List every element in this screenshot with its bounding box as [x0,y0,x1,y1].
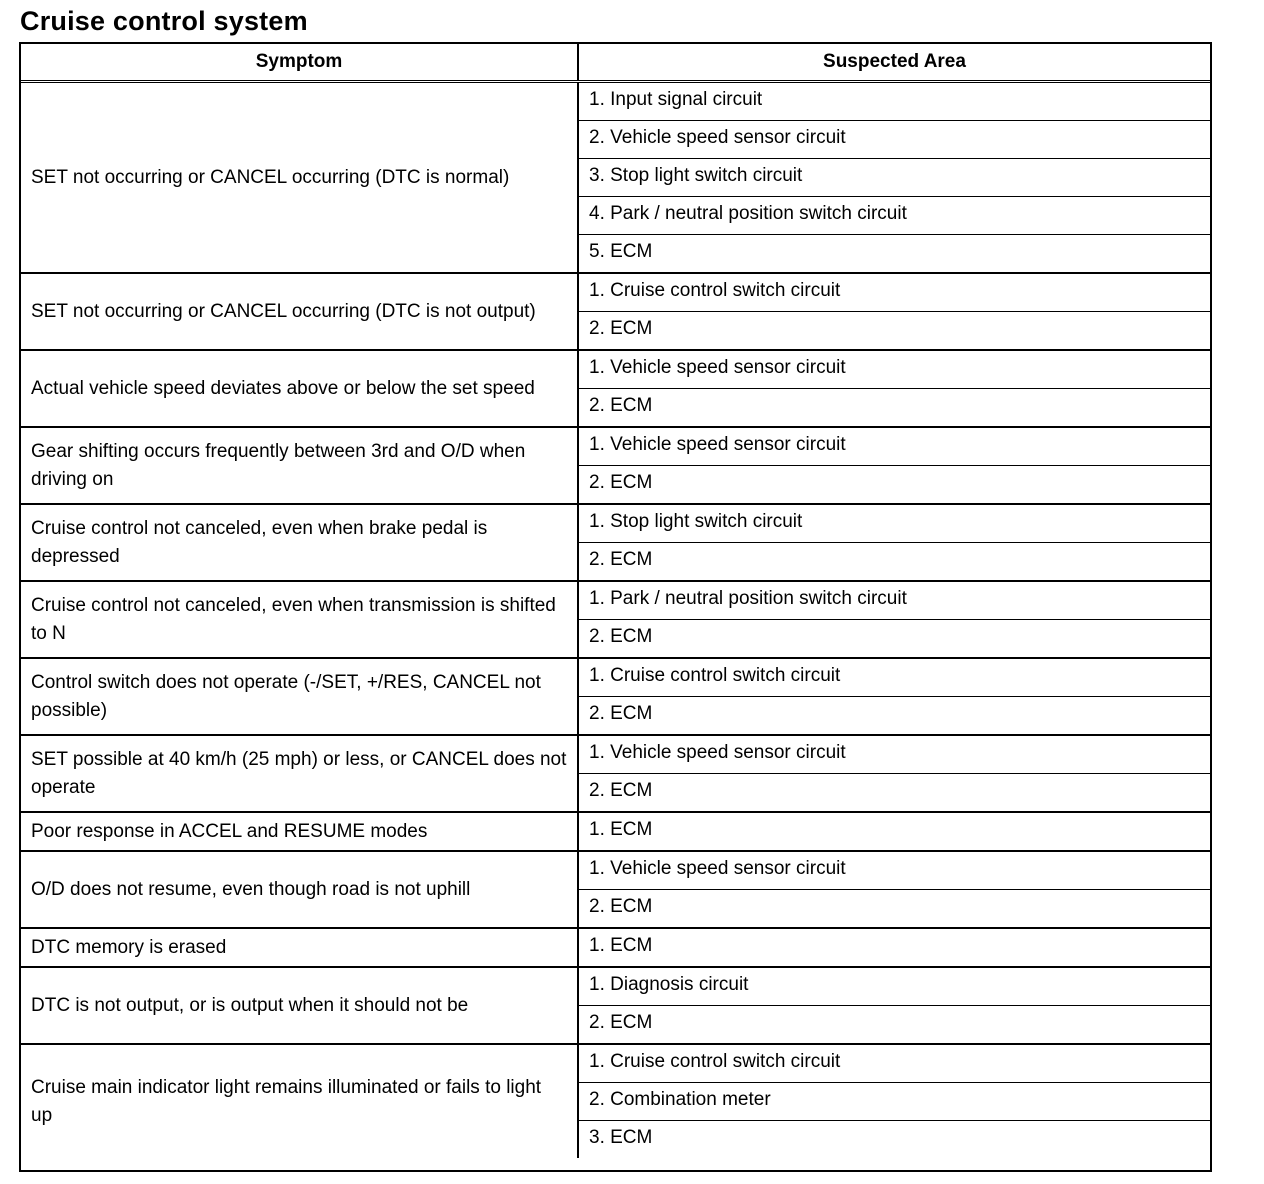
suspected-area-cell [578,504,1210,543]
suspected-area-text: 2. ECM [589,703,653,724]
suspected-area-text: 1. Cruise control switch circuit [589,665,841,686]
symptom-cell [21,967,578,1044]
table-row [21,82,1210,121]
symptom-cell [21,735,578,812]
symptom-cell [21,273,578,350]
troubleshooting-table [21,44,1210,1158]
suspected-area-cell [578,620,1210,659]
table-row [21,658,1210,697]
table-body [21,82,1210,1159]
suspected-area-cell [578,312,1210,351]
suspected-area-cell [578,851,1210,890]
table-row [21,504,1210,543]
suspected-area-cell [578,658,1210,697]
suspected-area-cell [578,890,1210,929]
suspected-area-cell [578,1006,1210,1045]
suspected-area-text: 2. ECM [589,896,653,917]
suspected-area-text: 3. Stop light switch circuit [589,165,803,186]
table-row [21,812,1210,851]
suspected-area-cell [578,774,1210,813]
suspected-area-cell [578,812,1210,851]
suspected-area-cell [578,197,1210,235]
suspected-area-text: 1. Stop light switch circuit [589,511,803,532]
suspected-area-cell [578,581,1210,620]
table-row [21,928,1210,967]
suspected-area-cell [578,273,1210,312]
suspected-area-cell [578,735,1210,774]
suspected-area-text: 2. ECM [589,549,653,570]
table-row [21,273,1210,312]
suspected-area-text: 1. ECM [589,819,653,840]
suspected-area-text: 4. Park / neutral position switch circuit [589,203,907,224]
table-row [21,851,1210,890]
symptom-cell [21,427,578,504]
symptom-text: DTC is not output, or is output when it should not be [31,994,469,1016]
suspected-area-cell [578,235,1210,274]
table-row [21,735,1210,774]
suspected-area-cell [578,159,1210,197]
table-row [21,1044,1210,1083]
suspected-area-text: 2. ECM [589,472,653,493]
suspected-area-cell [578,1121,1210,1159]
suspected-area-text: 1. Vehicle speed sensor circuit [589,434,846,455]
table-row [21,427,1210,466]
suspected-area-cell [578,1044,1210,1083]
symptom-cell [21,928,578,967]
symptom-text: Actual vehicle speed deviates above or below the set speed [31,377,535,399]
suspected-area-text: 1. Vehicle speed sensor circuit [589,858,846,879]
suspected-area-text: 1. Vehicle speed sensor circuit [589,742,846,763]
suspected-area-text: 2. ECM [589,318,653,339]
suspected-area-column-header: Suspected Area [578,44,1210,82]
suspected-area-text: 2. ECM [589,1012,653,1033]
suspected-area-text: 2. Vehicle speed sensor circuit [589,127,846,148]
symptom-text: Cruise control not canceled, even when brake pedal is depressed [31,517,488,567]
table-row [21,967,1210,1006]
symptom-text: Cruise control not canceled, even when transmission is shifted to N [31,594,556,644]
suspected-area-cell [578,389,1210,428]
symptom-cell [21,581,578,658]
suspected-area-cell [578,697,1210,736]
suspected-area-text: 1. Vehicle speed sensor circuit [589,357,846,378]
symptom-cell [21,812,578,851]
suspected-area-text: 3. ECM [589,1127,653,1148]
suspected-area-text: 2. ECM [589,395,653,416]
suspected-area-text: 1. Park / neutral position switch circuit [589,588,907,609]
suspected-area-cell [578,1083,1210,1121]
symptom-cell [21,851,578,928]
troubleshooting-table-frame [19,42,1212,1172]
suspected-area-text: 1. Cruise control switch circuit [589,280,841,301]
table-header-row [21,44,1210,82]
suspected-area-text: 5. ECM [589,241,653,262]
symptom-text: Cruise main indicator light remains illuminated or fails to light up [31,1076,542,1126]
suspected-area-cell [578,350,1210,389]
suspected-area-cell [578,466,1210,505]
suspected-area-cell [578,967,1210,1006]
symptom-cell [21,82,578,274]
symptom-text: Control switch does not operate (-/SET, +/RES, CANCEL not possible) [31,671,541,721]
symptom-cell [21,350,578,427]
table-row [21,350,1210,389]
suspected-area-cell [578,928,1210,967]
suspected-area-text: 2. ECM [589,780,653,801]
symptom-text: Poor response in ACCEL and RESUME modes [31,820,428,842]
suspected-area-text: 2. ECM [589,626,653,647]
suspected-area-cell [578,82,1210,121]
suspected-area-text: 1. Input signal circuit [589,89,763,110]
suspected-area-cell [578,121,1210,159]
symptom-text: Gear shifting occurs frequently between 3rd and O/D when driving on [31,440,526,490]
symptom-cell [21,1044,578,1158]
suspected-area-text: 1. Cruise control switch circuit [589,1051,841,1072]
symptom-text: O/D does not resume, even though road is not uphill [31,878,471,900]
symptom-text: SET possible at 40 km/h (25 mph) or less, or CANCEL does not operate [31,748,567,798]
table-row [21,581,1210,620]
suspected-area-cell [578,543,1210,582]
page-title: Cruise control system [20,6,308,36]
symptom-cell [21,504,578,581]
symptom-text: DTC memory is erased [31,936,227,958]
symptom-column-header: Symptom [21,44,578,82]
suspected-area-text: 2. Combination meter [589,1089,771,1110]
symptom-text: SET not occurring or CANCEL occurring (DTC is not output) [31,300,536,322]
suspected-area-text: 1. ECM [589,935,653,956]
symptom-cell [21,658,578,735]
suspected-area-cell [578,427,1210,466]
symptom-text: SET not occurring or CANCEL occurring (DTC is normal) [31,166,510,188]
suspected-area-text: 1. Diagnosis circuit [589,974,749,995]
